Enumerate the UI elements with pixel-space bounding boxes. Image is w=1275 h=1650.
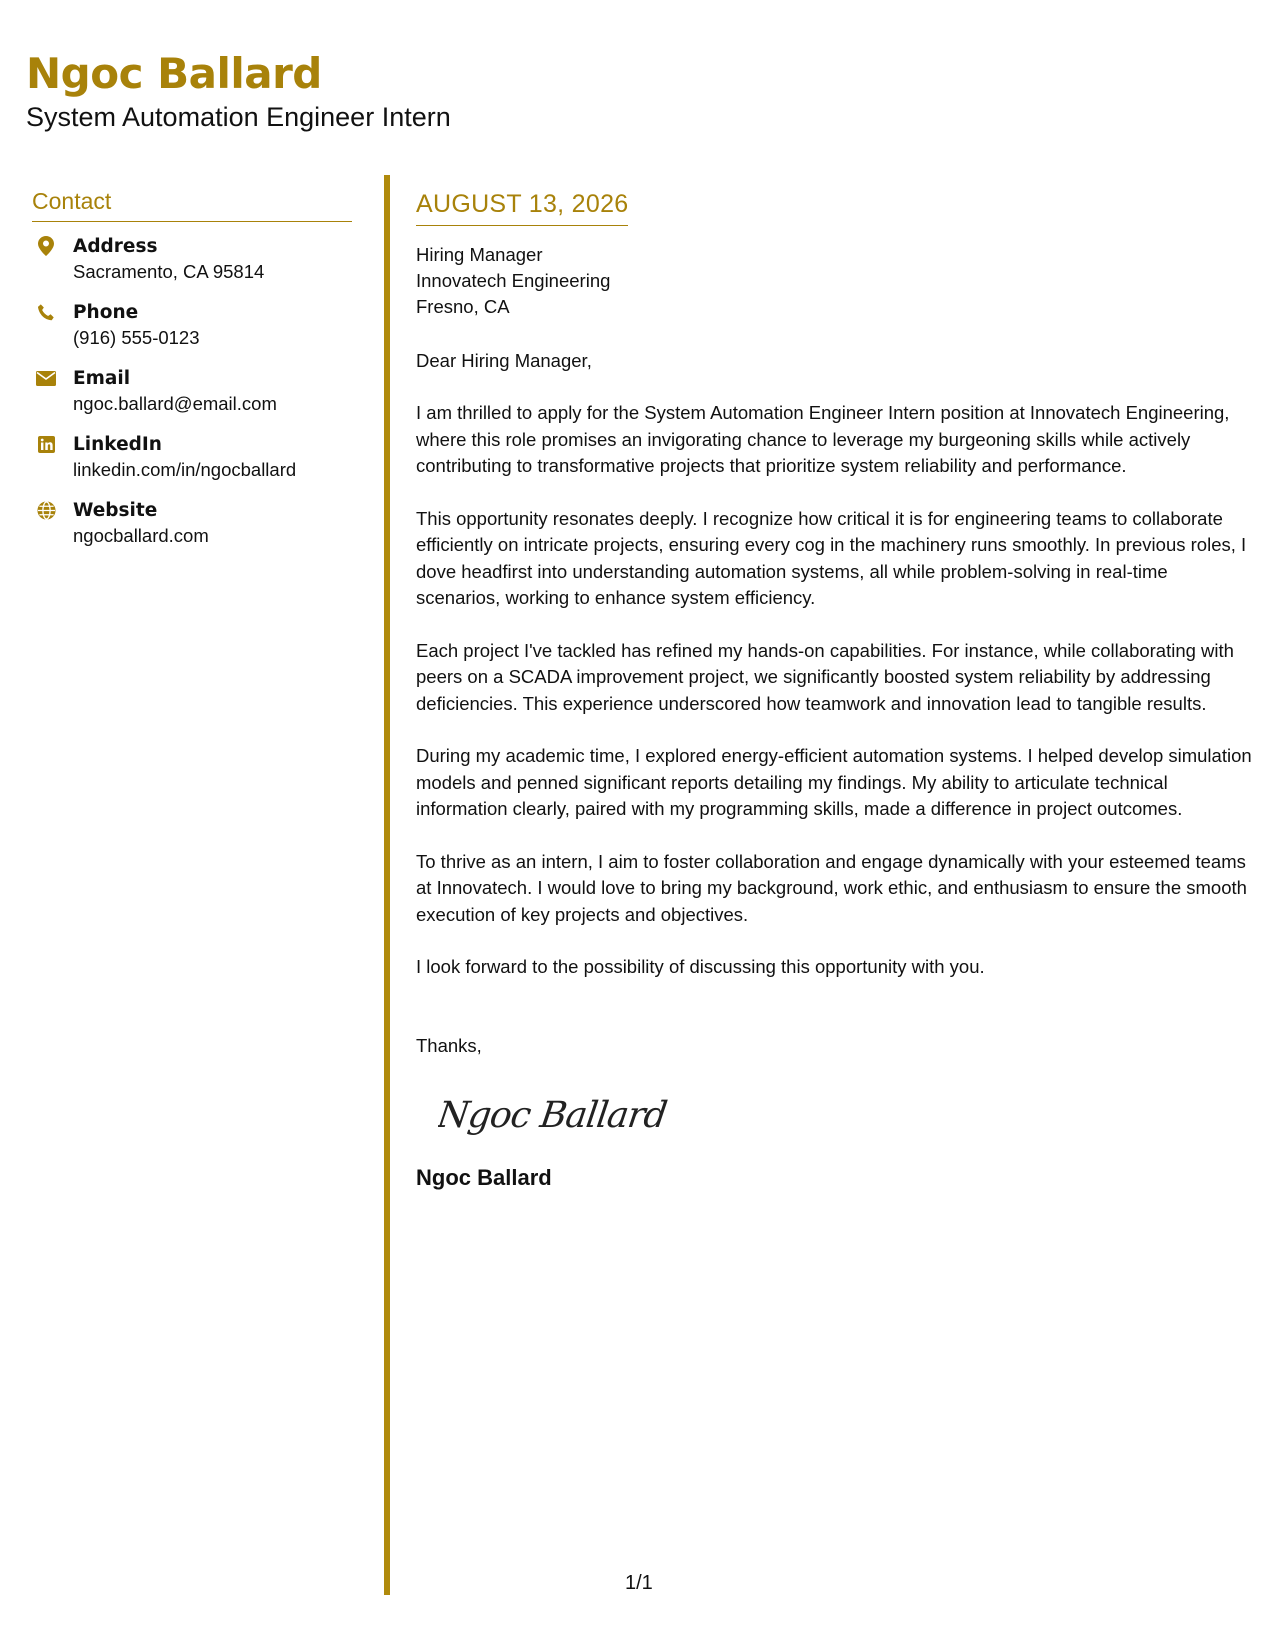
paragraph: Each project I've tackled has refined my hands-on capabilities. For instance, while collaborating with peers on a SCADA improvement project, we significantly boosted system reliability by addressing deficiencies. This experience underscored how teamwork and innovation lead to tangible results. [416,639,1234,714]
envelope-icon [36,368,56,388]
email-value: ngoc.ballard@email.com [73,393,277,414]
globe-icon [36,500,56,520]
header [26,48,451,134]
closing: Thanks, [416,1034,482,1056]
contact-linkedin [32,432,352,482]
letter-body [416,190,1256,1191]
recipient-location: Fresno, CA [416,296,510,317]
paragraph: I am thrilled to apply for the System Automation Engineer Intern position at Innovatech Engineering, where this role promises an invigorating chance to leverage my burgeoning skills while actively contributing to transformative projects that prioritize system reliability and performance. [416,402,1230,476]
recipient-title: Hiring Manager [416,244,543,265]
signature-image [438,1085,1256,1145]
phone-value: (916) 555-0123 [73,327,200,348]
recipient-block [416,242,1256,320]
vertical-divider [384,175,390,1595]
paragraph: This opportunity resonates deeply. I recognize how critical it is for engineering teams to collaborate efficiently on intricate projects, ensuring every cog in the machinery runs smoothly. In previous roles, I dove headfirst into understanding automation systems, all while problem-solving in real-time scenarios, working to enhance system efficiency. [416,507,1247,608]
paragraph: To thrive as an intern, I aim to foster collaboration and engage dynamically with your esteemed teams at Innovatech. I would love to bring my background, work ethic, and enthusiasm to ensure the smooth execution of key projects and objectives. [416,850,1247,925]
applicant-role: System Automation Engineer Intern [26,102,451,132]
linkedin-label: LinkedIn [73,434,162,455]
contact-phone [32,300,352,350]
linkedin-value: linkedin.com/in/ngocballard [73,459,297,480]
contact-email [32,366,352,416]
contact-address [32,234,352,284]
location-pin-icon [36,236,56,256]
paragraph: During my academic time, I explored energy-efficient automation systems. I helped develop simulation models and penned significant reports detailing my findings. My ability to articulate technical information clearly, paired with my programming skills, made a difference in project outcomes. [416,745,1252,819]
greeting: Dear Hiring Manager, [416,350,592,371]
linkedin-icon [36,434,56,454]
contact-sidebar [32,188,352,564]
signature-text: Ngoc Ballard [438,1092,670,1136]
letter-date: AUGUST 13, 2026 [416,190,628,226]
signed-name: Ngoc Ballard [416,1164,552,1190]
website-label: Website [73,500,158,521]
page-number: 1/1 [625,1572,653,1594]
recipient-company: Innovatech Engineering [416,270,611,291]
contact-website [32,498,352,548]
applicant-name: Ngoc Ballard [26,49,322,98]
phone-label: Phone [73,302,139,323]
email-label: Email [73,368,131,389]
phone-icon [36,302,56,322]
contact-section-title: Contact [32,188,352,222]
paragraph: I look forward to the possibility of discussing this opportunity with you. [416,956,985,977]
address-value: Sacramento, CA 95814 [73,261,265,282]
address-label: Address [73,236,158,257]
website-value: ngocballard.com [73,525,209,546]
